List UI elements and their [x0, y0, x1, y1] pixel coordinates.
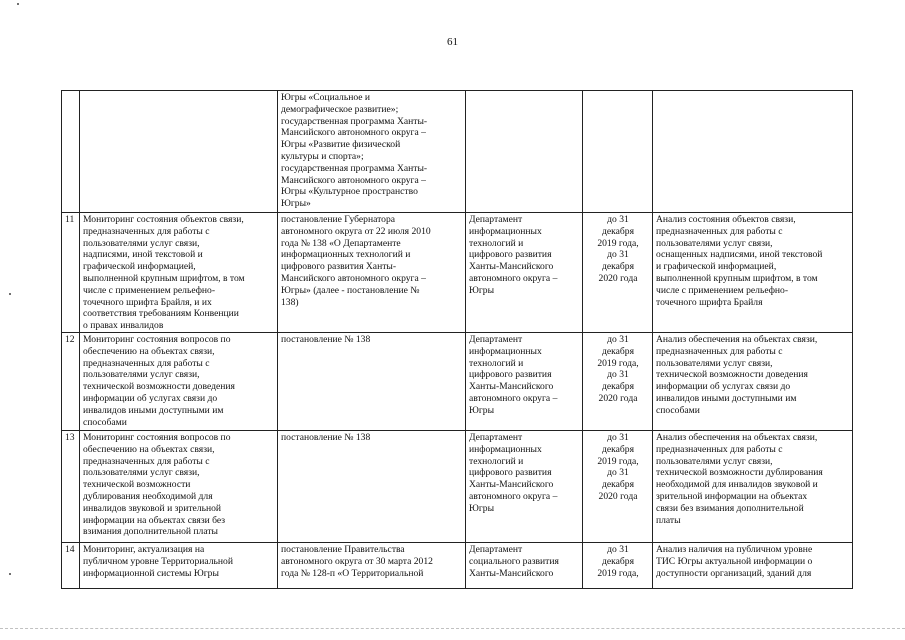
cell-line: года № 128-п «О Территориальной	[281, 567, 424, 579]
scan-edge	[0, 628, 905, 630]
cell-line: Анализ обеспечения на объектах связи,	[656, 431, 818, 443]
cell-line: взимания дополнительной платы	[83, 526, 218, 538]
cell-line: Мансийского автономного округа –	[281, 174, 426, 186]
row-number: 13	[62, 430, 80, 542]
cell-line: технической возможности доведения	[83, 381, 235, 393]
cell-line: Югры	[469, 404, 495, 416]
cell-line: декабря	[601, 225, 634, 237]
cell-line: декабря	[601, 555, 634, 567]
table-row	[62, 542, 853, 588]
page-number: 61	[447, 36, 458, 48]
cell-line: предназначенных для работы с	[83, 455, 210, 467]
scan-mark	[9, 573, 11, 575]
cell-line: Департамент	[469, 333, 523, 345]
basis-cell	[278, 213, 466, 333]
result-cell	[653, 332, 853, 430]
cell-line: о правах инвалидов	[83, 320, 164, 332]
cell-line: 2020 года	[598, 490, 638, 502]
cell-line: технологий и	[469, 357, 524, 369]
basis-cell	[278, 332, 466, 430]
cell-line: надписями, иной текстовой и	[83, 249, 203, 261]
cell-line: выполненной крупным шрифтом, в том	[656, 272, 818, 284]
cell-line: зрительной информации на объектах	[656, 490, 808, 502]
cell-line: Югры «Социальное и	[281, 92, 371, 103]
cell-line: цифрового развития Ханты-	[281, 261, 397, 273]
cell-line: декабря	[601, 381, 634, 393]
result-cell	[653, 430, 853, 542]
table-row	[62, 91, 853, 213]
cell-line: социального развития	[469, 555, 559, 567]
cell-line: информационных	[469, 443, 542, 455]
task-cell	[80, 430, 278, 542]
cell-line: информационной системы Югры	[83, 567, 219, 579]
basis-cell	[278, 430, 466, 542]
cell-line: Ханты-Мансийского	[469, 479, 554, 491]
cell-line: инвалидов звуковой и зрительной	[83, 502, 222, 514]
deadline-cell	[583, 91, 653, 213]
cell-line: декабря	[601, 479, 634, 491]
row-number: 14	[62, 542, 80, 588]
deadline-cell	[583, 213, 653, 333]
cell-line: до 31	[607, 333, 629, 345]
cell-line: до 31	[607, 249, 629, 261]
row-number: 12	[62, 332, 80, 430]
cell-line: государственная программа Ханты-	[281, 162, 428, 174]
cell-line: до 31	[607, 467, 629, 479]
cell-line: постановление № 138	[281, 333, 371, 345]
responsible-cell	[466, 542, 583, 588]
cell-line: пользователями услуг связи,	[656, 455, 773, 467]
cell-line: необходимой для инвалидов звуковой и	[656, 479, 818, 491]
cell-line: обеспечению на объектах связи,	[83, 443, 215, 455]
cell-line: Мониторинг состояния вопросов по	[83, 333, 231, 345]
cell-line: числе с применением рельефно-	[656, 284, 789, 296]
task-cell	[80, 332, 278, 430]
cell-line: способами	[656, 404, 700, 416]
cell-line: 2019 года,	[597, 455, 639, 467]
responsible-cell	[466, 213, 583, 333]
cell-line: предназначенных для работы с	[656, 443, 783, 455]
table-row	[62, 213, 853, 333]
cell-line: автономного округа –	[469, 490, 558, 502]
cell-line: автономного округа от 22 июля 2010	[281, 225, 431, 237]
cell-line: автономного округа от 30 марта 2012	[281, 555, 433, 567]
cell-line: 2020 года	[598, 392, 638, 404]
cell-line: обеспечению на объектах связи,	[83, 345, 215, 357]
task-cell	[80, 91, 278, 213]
cell-line: информационных технологий и	[281, 249, 411, 261]
cell-line: Ханты-Мансийского	[469, 381, 554, 393]
result-cell	[653, 542, 853, 588]
cell-line: 138)	[281, 296, 299, 308]
cell-line: предназначенных для работы с	[83, 225, 210, 237]
cell-line: Мансийского автономного округа –	[281, 272, 426, 284]
cell-line: выполненной крупным шрифтом, в том	[83, 272, 245, 284]
result-cell	[653, 213, 853, 333]
row-number: 11	[62, 213, 80, 333]
basis-cell	[278, 91, 466, 213]
cell-line: связи без взимания дополнительной	[656, 502, 804, 514]
cell-line: Югры»	[281, 198, 311, 210]
cell-line: 2019 года,	[597, 567, 639, 579]
table-row	[62, 332, 853, 430]
cell-line: доступности организаций, зданий для	[656, 567, 812, 579]
cell-line: технической возможности дублирования	[656, 467, 823, 479]
cell-line: Анализ состояния объектов связи,	[656, 214, 796, 225]
cell-line: Югры	[469, 502, 495, 514]
cell-line: 2020 года	[598, 272, 638, 284]
cell-line: предназначенных для работы с	[656, 345, 783, 357]
cell-line: оснащенных надписями, иной текстовой	[656, 249, 823, 261]
deadline-cell	[583, 430, 653, 542]
cell-line: Югры» (далее - постановление №	[281, 284, 420, 296]
responsible-cell	[466, 430, 583, 542]
cell-line: технологий и	[469, 455, 524, 467]
cell-line: технологий и	[469, 237, 524, 249]
cell-line: постановление № 138	[281, 431, 371, 443]
cell-line: предназначенных для работы с	[83, 357, 210, 369]
cell-line: технической возможности	[83, 479, 191, 491]
cell-line: дублирования необходимой для	[83, 490, 213, 502]
cell-line: цифрового развития	[469, 249, 552, 261]
scan-mark	[17, 3, 19, 5]
cell-line: технической возможности доведения	[656, 369, 808, 381]
cell-line: платы	[656, 514, 681, 526]
cell-line: декабря	[601, 443, 634, 455]
cell-line: 2019 года,	[597, 357, 639, 369]
task-cell	[80, 542, 278, 588]
cell-line: пользователями услуг связи,	[83, 467, 200, 479]
cell-line: декабря	[601, 345, 634, 357]
cell-line: Департамент	[469, 543, 523, 555]
cell-line: Департамент	[469, 431, 523, 443]
responsible-cell	[466, 91, 583, 213]
table-row	[62, 430, 853, 542]
row-number	[62, 91, 80, 213]
cell-line: Ханты-Мансийского	[469, 261, 554, 273]
cell-line: инвалидов иными доступными им	[656, 392, 797, 404]
cell-line: года № 138 «О Департаменте	[281, 237, 401, 249]
cell-line: публичном уровне Территориальной	[83, 555, 233, 567]
cell-line: декабря	[601, 261, 634, 273]
cell-line: культуры и спорта»;	[281, 150, 364, 162]
deadline-cell	[583, 542, 653, 588]
cell-line: графической информацией,	[83, 261, 196, 273]
cell-line: Ханты-Мансийского	[469, 567, 554, 579]
cell-line: точечного шрифта Брайля, и их	[83, 296, 212, 308]
cell-line: до 31	[607, 431, 629, 443]
cell-line: Анализ наличия на публичном уровне	[656, 543, 813, 555]
cell-line: числе с применением рельефно-	[83, 284, 216, 296]
cell-line: демографическое развитие»;	[281, 103, 399, 115]
cell-line: цифрового развития	[469, 369, 552, 381]
cell-line: до 31	[607, 214, 629, 225]
cell-line: Югры «Развитие физической	[281, 139, 401, 151]
cell-line: предназначенных для работы с	[656, 225, 783, 237]
cell-line: Югры «Культурное пространство	[281, 186, 418, 198]
cell-line: информации на объектах связи без	[83, 514, 226, 526]
basis-cell	[278, 542, 466, 588]
scan-mark	[9, 293, 11, 295]
cell-line: инвалидов иными доступными им	[83, 404, 224, 416]
cell-line: Департамент	[469, 214, 523, 225]
measures-table	[61, 90, 853, 589]
cell-line: информационных	[469, 345, 542, 357]
cell-line: информации об услугах связи до	[656, 381, 791, 393]
cell-line: 2019 года,	[597, 237, 639, 249]
deadline-cell	[583, 332, 653, 430]
cell-line: государственная программа Ханты-	[281, 115, 428, 127]
cell-line: информационных	[469, 225, 542, 237]
cell-line: способами	[83, 416, 127, 428]
cell-line: информации об услугах связи до	[83, 392, 218, 404]
cell-line: ТИС Югры актуальной информации о	[656, 555, 813, 567]
cell-line: пользователями услуг связи,	[656, 237, 773, 249]
cell-line: до 31	[607, 369, 629, 381]
cell-line: точечного шрифта Брайля	[656, 296, 763, 308]
cell-line: пользователями услуг связи,	[83, 369, 200, 381]
responsible-cell	[466, 332, 583, 430]
cell-line: Югры	[469, 284, 495, 296]
cell-line: Анализ обеспечения на объектах связи,	[656, 333, 818, 345]
result-cell	[653, 91, 853, 213]
cell-line: постановление Правительства	[281, 543, 405, 555]
cell-line: Мониторинг, актуализация на	[83, 543, 205, 555]
cell-line: Мониторинг состояния вопросов по	[83, 431, 231, 443]
cell-line: Мониторинг состояния объектов связи,	[83, 214, 244, 225]
cell-line: постановление Губернатора	[281, 214, 396, 225]
cell-line: Мансийского автономного округа –	[281, 127, 426, 139]
cell-line: пользователями услуг связи,	[83, 237, 200, 249]
cell-line: соответствия требованиям Конвенции	[83, 308, 239, 320]
cell-line: автономного округа –	[469, 272, 558, 284]
task-cell	[80, 213, 278, 333]
cell-line: пользователями услуг связи,	[656, 357, 773, 369]
cell-line: и графической информацией,	[656, 261, 777, 273]
cell-line: до 31	[607, 543, 629, 555]
cell-line: автономного округа –	[469, 392, 558, 404]
cell-line: цифрового развития	[469, 467, 552, 479]
